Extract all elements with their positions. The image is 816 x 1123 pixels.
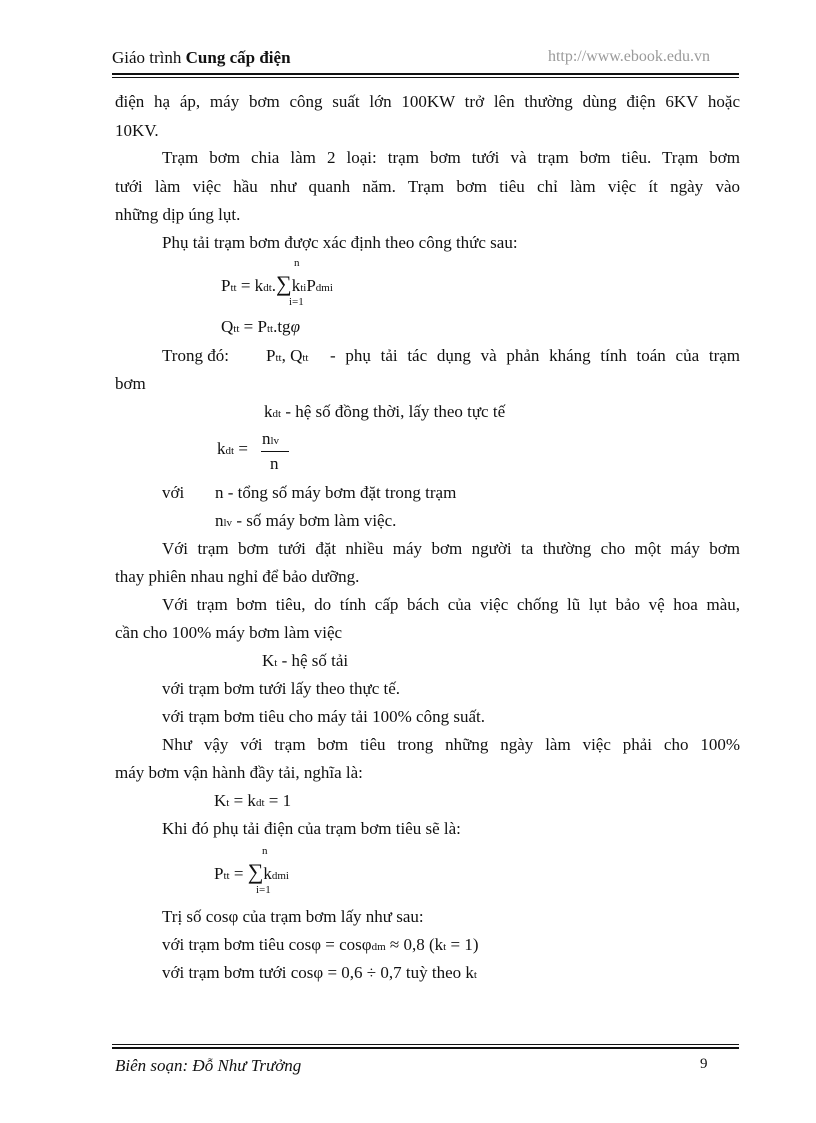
text-line: với trạm bơm tiêu cosφ = cosφdm ≈ 0,8 (kt = 1) [162, 935, 479, 954]
text-line: Trong đó: [162, 346, 229, 365]
text-line: nlv - số máy bơm làm việc. [215, 511, 397, 530]
footer-author: Biên soạn: Đỗ Như Trưởng [115, 1056, 302, 1075]
text-line: với trạm bơm tưới lấy theo thực tế. [162, 679, 401, 698]
text-line: điện hạ áp, máy bơm công suất lớn 100KW trở lên thường dùng điện 6KV hoặc [115, 92, 740, 111]
text-line: thay phiên nhau nghỉ để bảo dưỡng. [115, 567, 360, 586]
page-header [112, 48, 710, 68]
footer-rule-thin [112, 1044, 739, 1045]
text-line: - phụ tải tác dụng và phản kháng tính toán của trạm [330, 346, 740, 365]
text-line: máy bơm vận hành đầy tải, nghĩa là: [115, 763, 363, 782]
text-line: với trạm bơm tưới cosφ = 0,6 ÷ 0,7 tuỳ theo kt [162, 963, 477, 982]
text-line: Kt - hệ số tải [262, 651, 349, 670]
text-line: Khi đó phụ tải điện của trạm bơm tiêu sẽ là: [162, 819, 461, 838]
text-line: bơm [115, 374, 146, 393]
text-line: kdt - hệ số đồng thời, lấy theo tực tế [264, 402, 506, 421]
text-line: 10KV. [115, 121, 159, 140]
text-line: cần cho 100% máy bơm làm việc [115, 623, 343, 642]
website-url: http://www.ebook.edu.vn [547, 48, 710, 65]
text-line: tưới làm việc hầu như quanh năm. Trạm bơm tiêu chỉ làm việc ít ngày vào [115, 177, 740, 196]
text-line: với trạm bơm tiêu cho máy tải 100% công suất. [162, 707, 485, 726]
text-line: n - tổng số máy bơm đặt trong trạm [215, 483, 457, 502]
formula-kt: Kt = kdt = 1 [214, 791, 292, 810]
formula-qtt: Qtt = Ptt.tgφ [221, 317, 300, 336]
text-line: với [162, 483, 185, 502]
text-line: Như vậy với trạm bơm tiêu trong những ngày làm việc phải cho 100% [162, 735, 740, 754]
book-title: Giáo trình Cung cấp điện [112, 48, 291, 67]
text-line: Với trạm bơm tưới đặt nhiều máy bơm người ta thường cho một máy bơm [162, 539, 740, 558]
text-line: Trị số cosφ của trạm bơm lấy như sau: [162, 907, 424, 926]
header-rule [112, 73, 739, 75]
text-line: Với trạm bơm tiêu, do tính cấp bách của việc chống lũ lụt bảo vệ hoa màu, [162, 595, 740, 614]
text-line: Phụ tải trạm bơm được xác định theo công thức sau: [162, 233, 518, 252]
header-rule-thin [112, 77, 739, 78]
text-line: Trạm bơm chia làm 2 loại: trạm bơm tưới và trạm bơm tiêu. Trạm bơm [162, 148, 740, 167]
symbol-ptt-qtt: Ptt, Qtt [266, 346, 309, 365]
page-number: 9 [700, 1056, 708, 1072]
footer-rule [112, 1047, 739, 1049]
text-line: những dịp úng lụt. [115, 205, 241, 224]
